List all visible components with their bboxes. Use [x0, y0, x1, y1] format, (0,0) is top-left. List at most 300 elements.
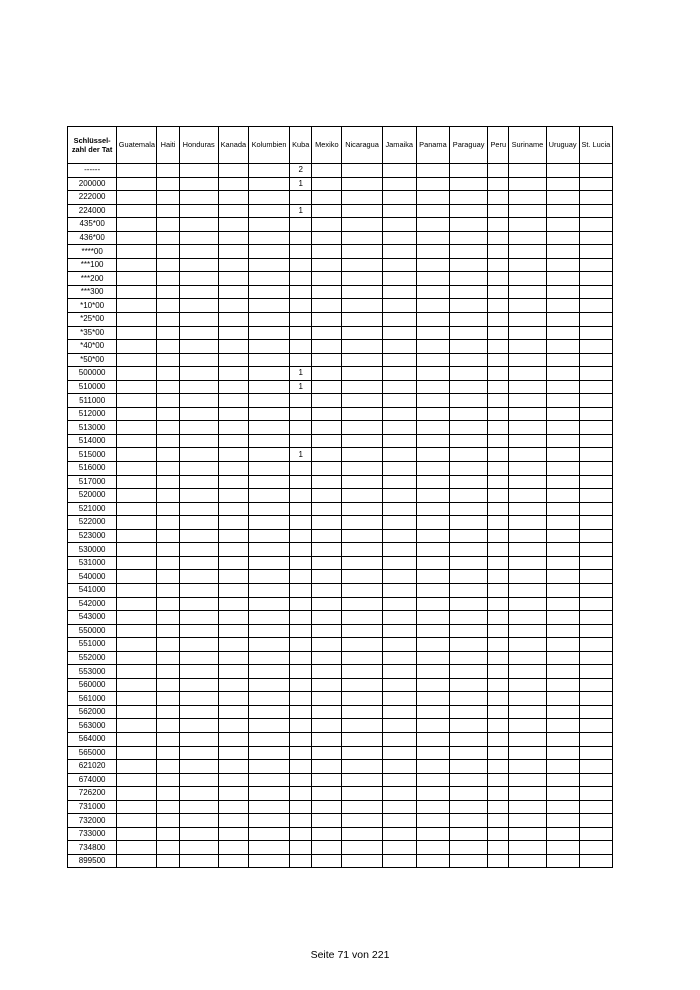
value-cell: [290, 719, 312, 733]
value-cell: [342, 489, 382, 503]
value-cell: [248, 800, 289, 814]
value-cell: [117, 272, 157, 286]
value-cell: [488, 692, 509, 706]
value-cell: [312, 313, 342, 327]
value-cell: [218, 489, 248, 503]
key-column-header: Schlüssel-zahl der Tat: [68, 127, 117, 164]
value-cell: [382, 746, 416, 760]
value-cell: [218, 651, 248, 665]
value-cell: [416, 841, 449, 855]
value-cell: [546, 299, 579, 313]
table-row: [68, 367, 613, 381]
value-cell: [579, 272, 612, 286]
value-cell: [179, 665, 218, 679]
value-cell: [342, 313, 382, 327]
value-cell: [509, 692, 546, 706]
value-cell: [416, 502, 449, 516]
value-cell: [117, 611, 157, 625]
value-cell: [157, 556, 179, 570]
key-cell: 515000: [68, 448, 117, 462]
value-cell: [157, 502, 179, 516]
value-cell: [248, 760, 289, 774]
value-cell: [342, 556, 382, 570]
value-cell: [488, 705, 509, 719]
column-header: Mexiko: [312, 127, 342, 164]
value-cell: [290, 570, 312, 584]
value-cell: [248, 326, 289, 340]
value-cell: [117, 529, 157, 543]
value-cell: [342, 692, 382, 706]
value-cell: [179, 787, 218, 801]
table-row: [68, 245, 613, 259]
value-cell: [450, 746, 488, 760]
value-cell: [157, 787, 179, 801]
value-cell: [248, 570, 289, 584]
value-cell: [312, 489, 342, 503]
value-cell: [450, 678, 488, 692]
value-cell: [248, 787, 289, 801]
value-cell: [179, 299, 218, 313]
value-cell: [579, 854, 612, 868]
value-cell: [157, 407, 179, 421]
value-cell: [509, 258, 546, 272]
value-cell: [179, 529, 218, 543]
column-header: Haiti: [157, 127, 179, 164]
value-cell: [509, 380, 546, 394]
value-cell: [312, 394, 342, 408]
value-cell: [450, 407, 488, 421]
value-cell: [546, 719, 579, 733]
value-cell: [488, 516, 509, 530]
value-cell: [488, 502, 509, 516]
value-cell: [416, 597, 449, 611]
value-cell: [450, 773, 488, 787]
value-cell: [312, 475, 342, 489]
value-cell: [218, 787, 248, 801]
value-cell: [579, 543, 612, 557]
key-cell: 542000: [68, 597, 117, 611]
value-cell: [416, 787, 449, 801]
value-cell: [117, 353, 157, 367]
value-cell: [248, 746, 289, 760]
value-cell: [546, 421, 579, 435]
value-cell: [312, 407, 342, 421]
table-row: [68, 800, 613, 814]
table-row: [68, 827, 613, 841]
value-cell: [382, 475, 416, 489]
value-cell: [579, 326, 612, 340]
value-cell: [509, 462, 546, 476]
value-cell: [157, 732, 179, 746]
value-cell: [546, 434, 579, 448]
column-header: St. Lucia: [579, 127, 612, 164]
value-cell: [248, 719, 289, 733]
value-cell: [416, 245, 449, 259]
key-cell: 513000: [68, 421, 117, 435]
value-cell: [450, 191, 488, 205]
value-cell: [450, 719, 488, 733]
value-cell: [157, 462, 179, 476]
table-row: [68, 272, 613, 286]
value-cell: [342, 502, 382, 516]
value-cell: [382, 814, 416, 828]
value-cell: [157, 191, 179, 205]
value-cell: [546, 502, 579, 516]
value-cell: [312, 814, 342, 828]
value-cell: [117, 299, 157, 313]
value-cell: [179, 340, 218, 354]
value-cell: [546, 367, 579, 381]
value-cell: [117, 394, 157, 408]
table-row: [68, 462, 613, 476]
key-cell: 531000: [68, 556, 117, 570]
table-row: [68, 692, 613, 706]
value-cell: [382, 204, 416, 218]
value-cell: [218, 272, 248, 286]
value-cell: [179, 814, 218, 828]
value-cell: [290, 624, 312, 638]
value-cell: [312, 583, 342, 597]
table-row: [68, 570, 613, 584]
value-cell: [416, 529, 449, 543]
value-cell: [312, 353, 342, 367]
value-cell: [290, 407, 312, 421]
value-cell: [488, 367, 509, 381]
value-cell: [157, 394, 179, 408]
value-cell: [546, 475, 579, 489]
value-cell: [179, 313, 218, 327]
column-header: Suriname: [509, 127, 546, 164]
value-cell: [546, 732, 579, 746]
value-cell: [546, 556, 579, 570]
value-cell: [450, 204, 488, 218]
value-cell: [450, 313, 488, 327]
value-cell: [342, 787, 382, 801]
value-cell: [342, 448, 382, 462]
value-cell: [248, 502, 289, 516]
value-cell: [218, 529, 248, 543]
value-cell: [382, 245, 416, 259]
key-cell: 510000: [68, 380, 117, 394]
table-row: [68, 489, 613, 503]
value-cell: [157, 285, 179, 299]
value-cell: [117, 285, 157, 299]
value-cell: [416, 434, 449, 448]
table-row: [68, 231, 613, 245]
key-cell: 511000: [68, 394, 117, 408]
value-cell: [509, 570, 546, 584]
value-cell: [416, 367, 449, 381]
value-cell: [248, 407, 289, 421]
value-cell: [342, 475, 382, 489]
value-cell: [218, 367, 248, 381]
key-cell: 521000: [68, 502, 117, 516]
value-cell: [312, 245, 342, 259]
value-cell: [218, 231, 248, 245]
value-cell: [382, 164, 416, 178]
value-cell: [117, 732, 157, 746]
value-cell: [546, 814, 579, 828]
value-cell: [312, 502, 342, 516]
value-cell: [579, 204, 612, 218]
value-cell: [248, 340, 289, 354]
value-cell: [157, 218, 179, 232]
value-cell: [248, 434, 289, 448]
value-cell: [342, 245, 382, 259]
value-cell: [179, 678, 218, 692]
value-cell: [179, 516, 218, 530]
value-cell: [416, 746, 449, 760]
value-cell: [450, 272, 488, 286]
key-cell: 435*00: [68, 218, 117, 232]
value-cell: [579, 245, 612, 259]
value-cell: [117, 570, 157, 584]
table-row: [68, 421, 613, 435]
value-cell: [312, 638, 342, 652]
value-cell: [579, 340, 612, 354]
value-cell: [218, 245, 248, 259]
value-cell: [179, 434, 218, 448]
value-cell: [157, 204, 179, 218]
value-cell: [546, 191, 579, 205]
value-cell: [248, 258, 289, 272]
value-cell: [290, 705, 312, 719]
value-cell: [248, 516, 289, 530]
value-cell: [450, 651, 488, 665]
value-cell: [179, 583, 218, 597]
value-cell: [179, 177, 218, 191]
value-cell: [342, 353, 382, 367]
value-cell: [382, 434, 416, 448]
value-cell: [342, 529, 382, 543]
value-cell: [218, 313, 248, 327]
value-cell: [179, 854, 218, 868]
value-cell: [218, 705, 248, 719]
value-cell: [179, 367, 218, 381]
value-cell: [248, 353, 289, 367]
value-cell: [290, 245, 312, 259]
table-row: [68, 678, 613, 692]
value-cell: [218, 665, 248, 679]
value-cell: [382, 543, 416, 557]
value-cell: [248, 299, 289, 313]
value-cell: [342, 611, 382, 625]
value-cell: 1: [290, 448, 312, 462]
value-cell: [290, 611, 312, 625]
value-cell: [382, 841, 416, 855]
value-cell: [416, 407, 449, 421]
key-cell: 517000: [68, 475, 117, 489]
value-cell: [179, 705, 218, 719]
value-cell: [546, 854, 579, 868]
value-cell: [218, 597, 248, 611]
table-row: [68, 177, 613, 191]
value-cell: [579, 746, 612, 760]
value-cell: [218, 407, 248, 421]
value-cell: [312, 543, 342, 557]
value-cell: [546, 489, 579, 503]
value-cell: [179, 570, 218, 584]
value-cell: [290, 394, 312, 408]
value-cell: [546, 583, 579, 597]
value-cell: [117, 814, 157, 828]
table-row: [68, 285, 613, 299]
value-cell: [509, 407, 546, 421]
value-cell: [579, 638, 612, 652]
value-cell: [218, 421, 248, 435]
value-cell: [509, 787, 546, 801]
value-cell: [312, 665, 342, 679]
value-cell: [579, 394, 612, 408]
value-cell: [179, 651, 218, 665]
table-row: [68, 556, 613, 570]
value-cell: [290, 773, 312, 787]
value-cell: [179, 231, 218, 245]
value-cell: [290, 665, 312, 679]
value-cell: [312, 570, 342, 584]
value-cell: [117, 218, 157, 232]
value-cell: [488, 272, 509, 286]
value-cell: [248, 285, 289, 299]
value-cell: [290, 299, 312, 313]
value-cell: [218, 502, 248, 516]
value-cell: [509, 624, 546, 638]
value-cell: [509, 218, 546, 232]
value-cell: [546, 800, 579, 814]
value-cell: [117, 380, 157, 394]
key-cell: ***200: [68, 272, 117, 286]
value-cell: [312, 529, 342, 543]
value-cell: [546, 272, 579, 286]
value-cell: [488, 827, 509, 841]
value-cell: [488, 285, 509, 299]
key-cell: 514000: [68, 434, 117, 448]
value-cell: [382, 854, 416, 868]
value-cell: 1: [290, 204, 312, 218]
value-cell: [416, 854, 449, 868]
value-cell: [218, 814, 248, 828]
value-cell: [509, 665, 546, 679]
value-cell: [450, 841, 488, 855]
value-cell: [546, 177, 579, 191]
value-cell: [117, 164, 157, 178]
value-cell: [312, 340, 342, 354]
value-cell: [416, 705, 449, 719]
value-cell: [179, 773, 218, 787]
value-cell: [117, 556, 157, 570]
value-cell: [117, 665, 157, 679]
value-cell: [157, 258, 179, 272]
value-cell: [248, 448, 289, 462]
value-cell: [382, 678, 416, 692]
value-cell: [312, 760, 342, 774]
value-cell: [312, 678, 342, 692]
table-row: [68, 529, 613, 543]
value-cell: [488, 204, 509, 218]
value-cell: [218, 854, 248, 868]
value-cell: [450, 583, 488, 597]
value-cell: [509, 313, 546, 327]
table-row: [68, 814, 613, 828]
value-cell: [416, 570, 449, 584]
value-cell: [179, 285, 218, 299]
value-cell: [157, 543, 179, 557]
value-cell: [488, 597, 509, 611]
value-cell: [179, 719, 218, 733]
value-cell: [117, 827, 157, 841]
value-cell: [342, 177, 382, 191]
key-cell: ------: [68, 164, 117, 178]
value-cell: [488, 732, 509, 746]
value-cell: [416, 380, 449, 394]
key-cell: 553000: [68, 665, 117, 679]
table-row: [68, 204, 613, 218]
value-cell: [579, 502, 612, 516]
value-cell: [342, 326, 382, 340]
value-cell: [157, 164, 179, 178]
value-cell: [218, 218, 248, 232]
value-cell: [579, 732, 612, 746]
value-cell: [218, 678, 248, 692]
value-cell: [248, 394, 289, 408]
value-cell: [342, 367, 382, 381]
value-cell: [450, 394, 488, 408]
value-cell: [488, 665, 509, 679]
value-cell: [488, 814, 509, 828]
value-cell: [342, 516, 382, 530]
value-cell: [312, 380, 342, 394]
value-cell: [157, 624, 179, 638]
value-cell: [546, 705, 579, 719]
value-cell: [579, 583, 612, 597]
key-cell: 726200: [68, 787, 117, 801]
value-cell: [248, 773, 289, 787]
value-cell: [488, 529, 509, 543]
value-cell: [382, 705, 416, 719]
value-cell: [488, 164, 509, 178]
value-cell: [382, 692, 416, 706]
value-cell: [290, 421, 312, 435]
value-cell: [450, 340, 488, 354]
value-cell: [579, 692, 612, 706]
value-cell: [509, 841, 546, 855]
value-cell: [509, 814, 546, 828]
value-cell: [509, 746, 546, 760]
value-cell: [546, 746, 579, 760]
value-cell: [579, 218, 612, 232]
key-cell: 551000: [68, 638, 117, 652]
column-header: Uruguay: [546, 127, 579, 164]
table-row: [68, 326, 613, 340]
value-cell: [450, 299, 488, 313]
value-cell: [157, 299, 179, 313]
value-cell: [416, 177, 449, 191]
value-cell: [218, 462, 248, 476]
key-cell: 552000: [68, 651, 117, 665]
table-row: [68, 665, 613, 679]
value-cell: [290, 529, 312, 543]
value-cell: [312, 421, 342, 435]
value-cell: [117, 421, 157, 435]
value-cell: [218, 448, 248, 462]
value-cell: [248, 218, 289, 232]
value-cell: [218, 380, 248, 394]
value-cell: [579, 407, 612, 421]
value-cell: [179, 258, 218, 272]
value-cell: [157, 245, 179, 259]
value-cell: [416, 638, 449, 652]
value-cell: [117, 434, 157, 448]
